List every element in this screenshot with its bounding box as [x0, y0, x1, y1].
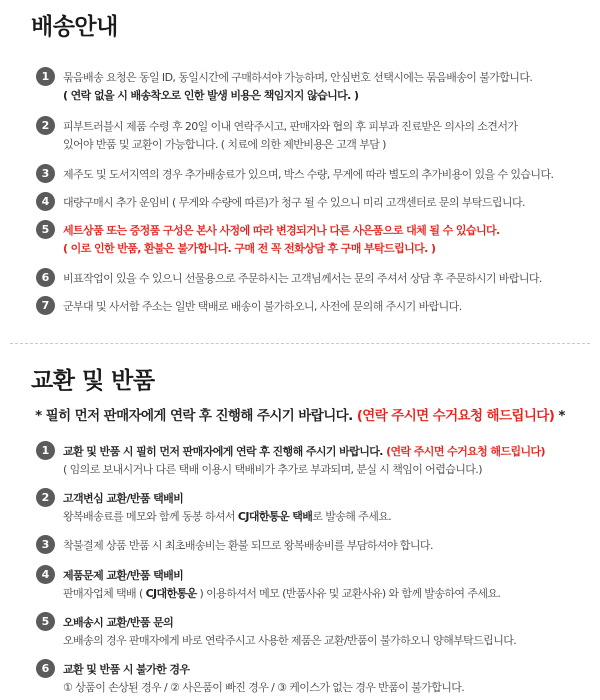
line-segment: 교환 및 반품 시 필히 먼저 판매자에게 연락 후 진행해 주시기 바랍니다. [63, 445, 387, 458]
item-text [63, 298, 592, 316]
number-badge: 1 [36, 441, 55, 460]
shipping-title: 배송안내 [31, 14, 118, 40]
notice-end: * [554, 408, 565, 424]
item-line: 묶음배송 요청은 동일 ID, 동일시간에 구매하셔야 가능하며, 안심번호 선택시에는 묶음배송이 불가합니다. [63, 71, 533, 84]
item-text [63, 118, 592, 154]
line-segment: ① 상품이 손상된 경우 / ② 사은품이 빠진 경우 / ③ 케이스가 없는 경우 반품이 불가합니다. [63, 681, 465, 694]
number-badge: 2 [36, 488, 55, 507]
line-segment: ) 이용하셔서 메모 (반품사유 및 교환사유) 와 함께 발송하여 주세요. [196, 587, 501, 600]
item-line: 대량구매시 추가 운임비 ( 무게와 수량에 따른)가 청구 될 수 있으니 미리 고객센터로 문의 부탁드립니다. [63, 196, 525, 209]
number-badge: 5 [36, 220, 55, 239]
item-text [63, 614, 592, 650]
number-badge: 2 [36, 116, 55, 135]
item-line: 제주도 및 도서지역의 경우 추가배송료가 있으며, 박스 수량, 무게에 따라 별도의 추가비용이 있을 수 있습니다. [63, 168, 554, 181]
number-badge: 6 [36, 268, 55, 287]
item-text [63, 443, 592, 479]
notice-red-text: (연락 주시면 수거요청 해드립니다) [356, 408, 555, 424]
notice-text: * 필히 먼저 판매자에게 연락 후 진행해 주시기 바랍니다. [35, 408, 357, 424]
line-segment: 제품문제 교환/반품 택배비 [63, 569, 184, 582]
line-segment: 고객변심 교환/반품 택배비 [63, 492, 184, 505]
number-badge: 3 [36, 164, 55, 183]
item-line: 군부대 및 사서함 주소는 일반 택배로 배송이 불가하오니, 사전에 문의해 주시기 바랍니다. [63, 300, 462, 313]
item-line: ( 연락 없을 시 배송착오로 인한 발생 비용은 책임지지 않습니다. ) [63, 89, 359, 102]
item-text [63, 537, 592, 555]
line-segment: 착불결제 상품 반품 시 최초배송비는 환불 되므로 왕복배송비를 부담하셔야 합니다. [63, 539, 433, 552]
item-line: 있어야 반품 및 교환이 가능합니다. ( 치료에 의한 제반비용은 고객 부담 ) [63, 138, 386, 151]
item-line: 세트상품 또는 증정품 구성은 본사 사정에 따라 변경되거나 다른 사은품으로 대체 될 수 있습니다. [63, 224, 500, 237]
line-segment: 왕복배송료를 메모와 함께 동봉 하셔서 [63, 510, 238, 523]
line-segment: CJ대한통운 택배 [237, 510, 313, 523]
item-line [63, 567, 592, 585]
line-segment: 로 발송해 주세요. [312, 510, 392, 523]
item-text [63, 166, 592, 184]
item-line [63, 461, 592, 479]
item-line [63, 632, 592, 650]
number-badge: 6 [36, 659, 55, 678]
item-text [63, 69, 592, 105]
item-line: ( 이로 인한 반품, 환불은 불가합니다. 구매 전 꼭 전화상담 후 구매 부탁드립니다. ) [63, 242, 436, 255]
number-badge: 1 [36, 67, 55, 86]
returns-notice [0, 404, 600, 424]
number-badge: 7 [36, 296, 55, 315]
number-badge: 4 [36, 565, 55, 584]
section-divider [10, 343, 590, 344]
line-segment: CJ대한통운 [145, 587, 197, 600]
line-segment: ( 임의로 보내시거나 다른 택배 이용시 택배비가 추가로 부과되며, 분실 시 책임이 어렵습니다.) [63, 463, 482, 476]
number-badge: 5 [36, 612, 55, 631]
number-badge: 4 [36, 192, 55, 211]
item-line [63, 679, 592, 697]
number-badge: 3 [36, 535, 55, 554]
item-text [63, 661, 592, 697]
item-text [63, 194, 592, 212]
returns-title: 교환 및 반품 [31, 368, 155, 394]
item-line [63, 585, 592, 603]
item-text [63, 222, 592, 258]
line-segment: (연락 주시면 수거요청 해드립니다) [386, 445, 545, 458]
line-segment: 오배송시 교환/반품 문의 [63, 616, 174, 629]
item-line: 비표작업이 있을 수 있으니 선물용으로 주문하시는 고객님께서는 문의 주셔서 상담 후 주문하시기 바랍니다. [63, 272, 542, 285]
item-line: 피부트러블시 제품 수령 후 20일 이내 연락주시고, 판매자와 협의 후 피부과 진료받은 의사의 소견서가 [63, 120, 518, 133]
line-segment: 오배송의 경우 판매자에게 바로 연락주시고 사용한 제품은 교환/반품이 불가하오니 양해부탁드립니다. [63, 634, 517, 647]
line-segment: 판매자업체 택배 ( [63, 587, 146, 600]
item-line [63, 508, 592, 526]
item-line [63, 490, 592, 508]
item-line [63, 537, 592, 555]
line-segment: 교환 및 반품 시 불가한 경우 [63, 663, 190, 676]
item-line [63, 661, 592, 679]
item-line [63, 443, 592, 461]
item-text [63, 270, 592, 288]
item-line [63, 614, 592, 632]
item-text [63, 567, 592, 603]
item-text [63, 490, 592, 526]
